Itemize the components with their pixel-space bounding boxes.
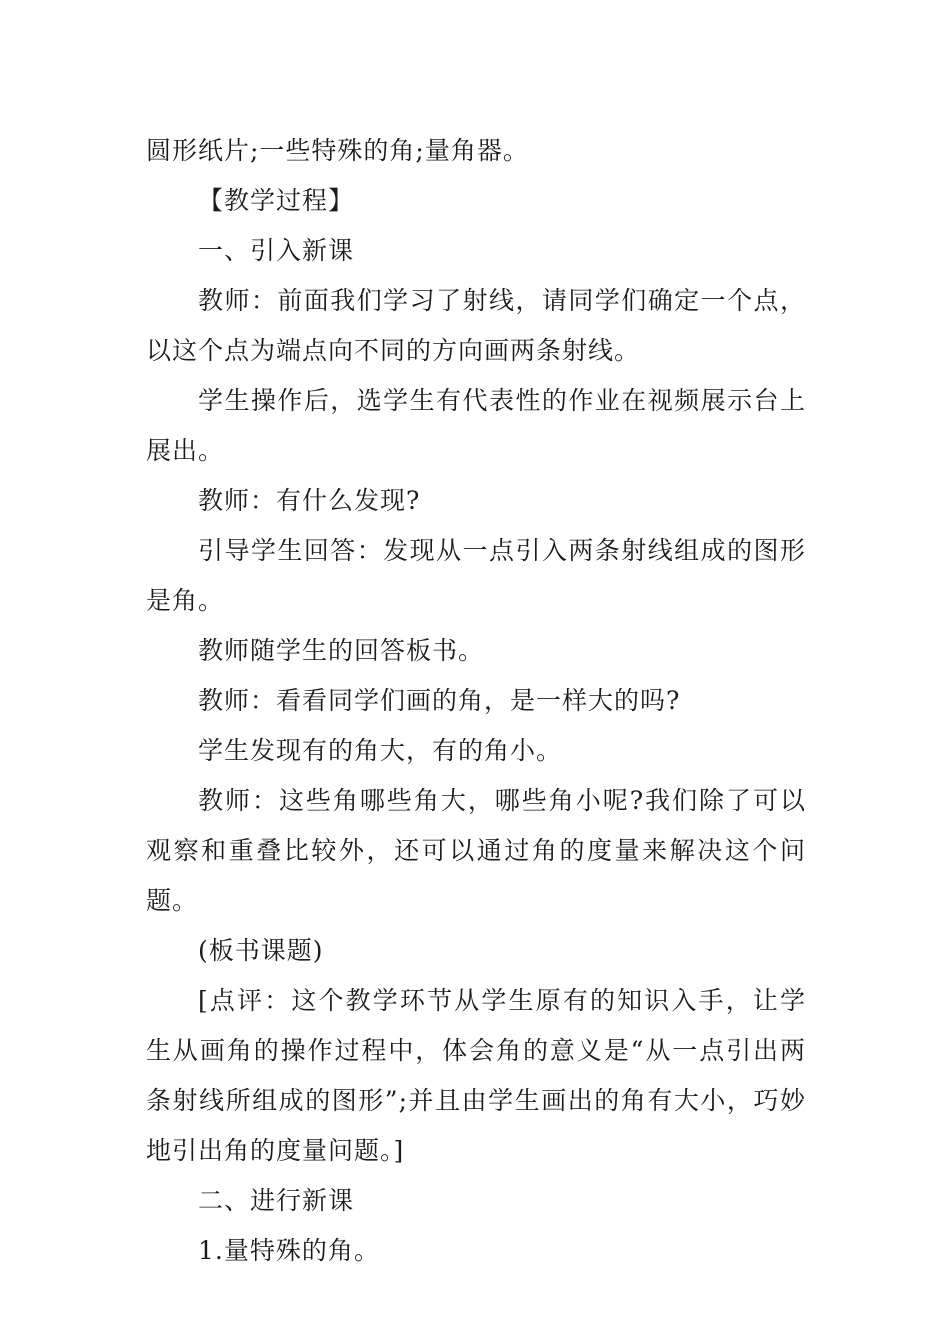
paragraph-board-title: (板书课题) (198, 936, 324, 965)
paragraph-guide-answer: 引导学生回答：发现从一点引入两条射线组成的图形是角。 (146, 536, 806, 615)
section-heading-new-lesson: 二、进行新课 (198, 1186, 355, 1215)
section-heading-teaching-process: 【教学过程】 (198, 186, 355, 215)
paragraph-materials: 圆形纸片;一些特殊的角;量角器。 (146, 136, 529, 165)
paragraph-teacher-rays: 教师：前面我们学习了射线，请同学们确定一个点，以这个点为端点向不同的方向画两条射线。 (146, 286, 806, 365)
document-body (146, 126, 806, 1276)
paragraph-board-writing: 教师随学生的回答板书。 (198, 636, 485, 665)
paragraph-student-discover: 学生发现有的角大，有的角小。 (198, 736, 563, 765)
paragraph-teacher-measure: 教师：这些角哪些角大，哪些角小呢?我们除了可以观察和重叠比较外，还可以通过角的度量来解决这个问题。 (146, 786, 806, 915)
paragraph-comment: [点评：这个教学环节从学生原有的知识入手，让学生从画角的操作过程中，体会角的意义是“从一点引出两条射线所组成的图形”;并且由学生画出的角有大小，巧妙地引出角的度量问题。] (146, 986, 806, 1165)
section-heading-introduce-lesson: 一、引入新课 (198, 236, 355, 265)
paragraph-student-operation: 学生操作后，选学生有代表性的作业在视频展示台上展出。 (146, 386, 806, 465)
paragraph-measure-special-angles: 1.量特殊的角。 (198, 1236, 380, 1265)
paragraph-teacher-question: 教师：有什么发现? (198, 486, 421, 515)
paragraph-teacher-compare: 教师：看看同学们画的角，是一样大的吗? (198, 686, 681, 715)
